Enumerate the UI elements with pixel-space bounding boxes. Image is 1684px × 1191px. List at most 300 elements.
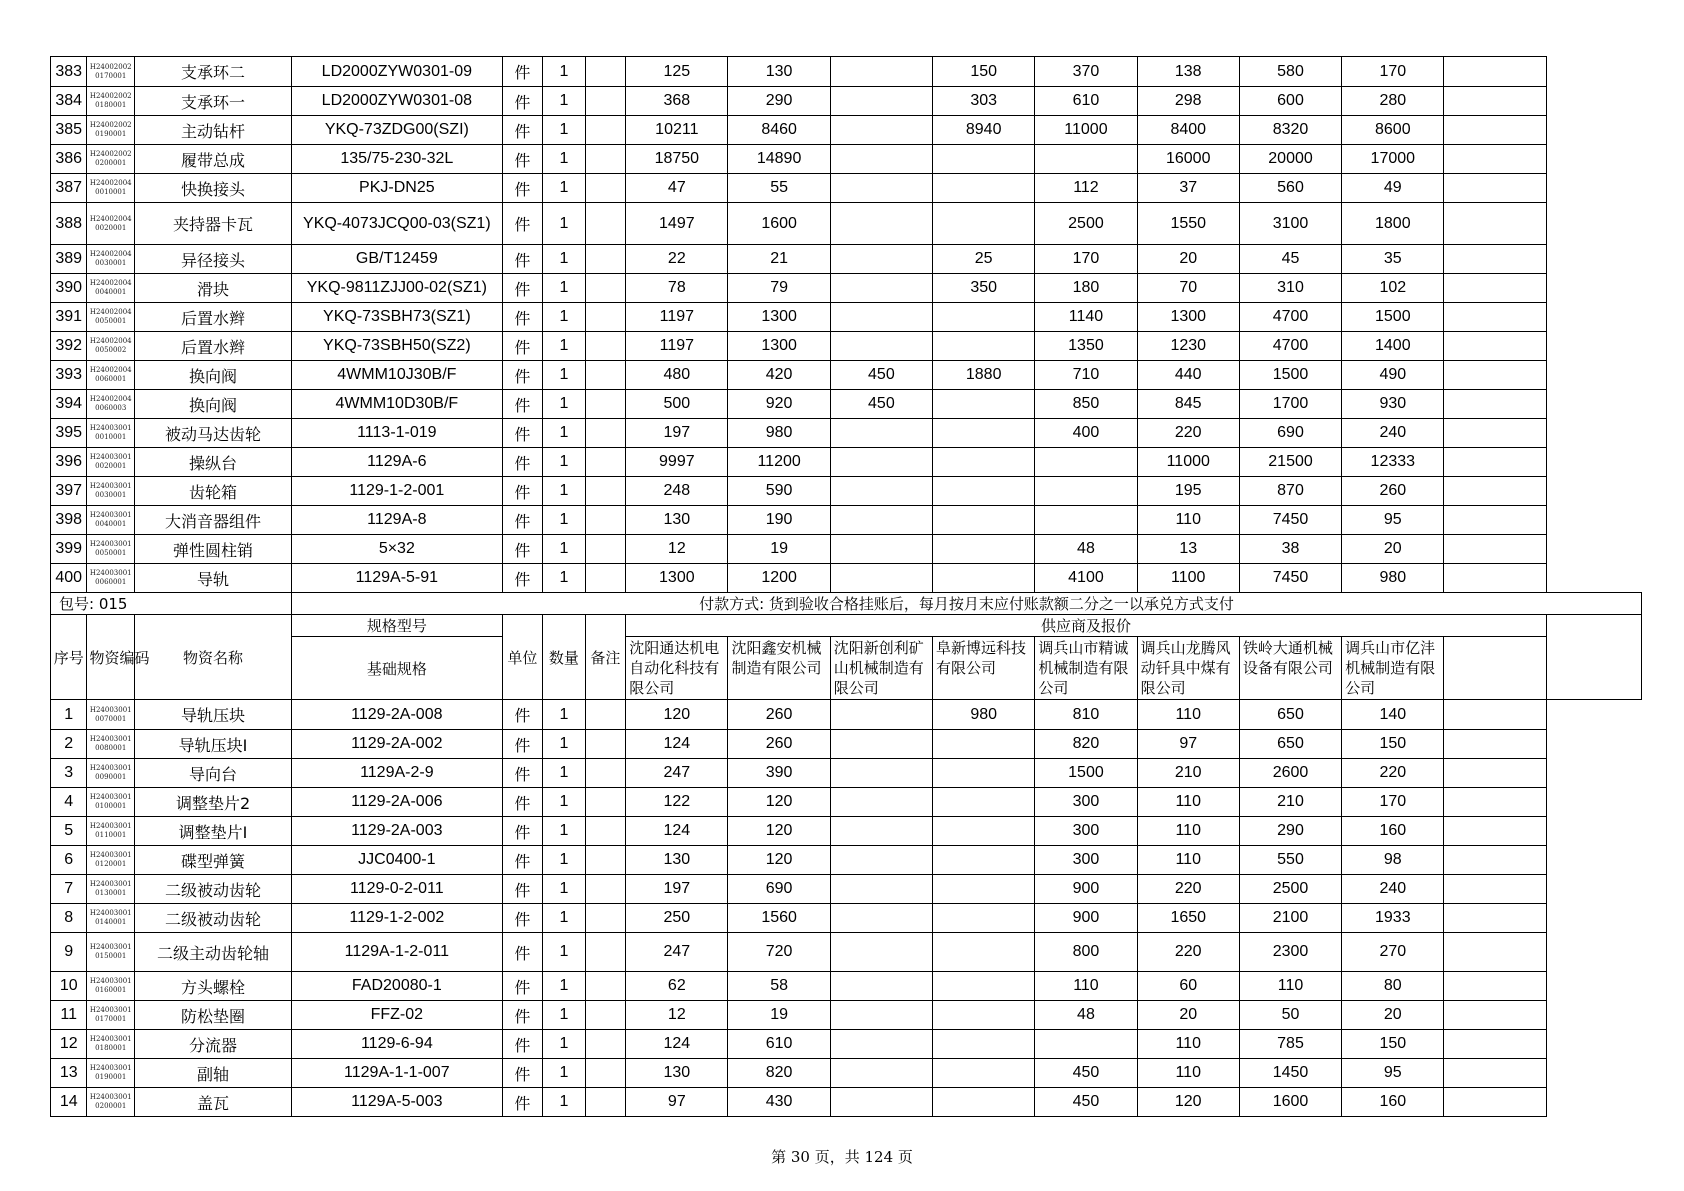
supplier-price: 785 (1239, 1030, 1341, 1059)
unit: 件 (502, 1088, 543, 1117)
supplier-price: 4700 (1239, 303, 1341, 332)
spec: FAD20080-1 (292, 972, 503, 1001)
quantity: 1 (543, 1030, 586, 1059)
material-name: 调整垫片I (135, 817, 292, 846)
quantity: 1 (543, 332, 586, 361)
remark (585, 1088, 626, 1117)
supplier-price: 260 (728, 730, 830, 759)
supplier-price: 12 (626, 1001, 728, 1030)
supplier-price: 38 (1239, 535, 1341, 564)
supplier-price (830, 1059, 932, 1088)
unit: 件 (502, 332, 543, 361)
remark (585, 730, 626, 759)
supplier-price: 19 (728, 535, 830, 564)
material-code-line: 0190001 (95, 130, 127, 138)
unit: 件 (502, 1001, 543, 1030)
spec: 1129A-1-2-011 (292, 933, 503, 972)
material-code-line: H24002004 (89, 308, 132, 316)
supplier-price (933, 332, 1035, 361)
supplier-price: 420 (728, 361, 830, 390)
remark (585, 564, 626, 593)
quantity: 1 (543, 788, 586, 817)
supplier-price (830, 1088, 932, 1117)
supplier-price (933, 1001, 1035, 1030)
unit: 件 (502, 506, 543, 535)
material-code-line: H24002002 (89, 62, 132, 71)
material-code-line: H24003001 (89, 943, 132, 951)
material-name: 二级被动齿轮 (135, 904, 292, 933)
remark (585, 846, 626, 875)
row-number: 387 (51, 174, 87, 203)
supplier-price: 130 (626, 506, 728, 535)
material-code-line: 0110001 (95, 831, 127, 839)
row-number: 389 (51, 245, 87, 274)
material-code-line: 0200001 (95, 1102, 127, 1110)
supplier-price: 690 (728, 875, 830, 904)
remark (585, 448, 626, 477)
spec: 1129A-6 (292, 448, 503, 477)
supplier-price (1444, 817, 1546, 846)
supplier-price: 55 (728, 174, 830, 203)
supplier-price (1444, 361, 1546, 390)
supplier-name: 调兵山市亿沣机械制造有限公司 (1342, 637, 1444, 700)
supplier-price: 60 (1137, 972, 1239, 1001)
supplier-price (1035, 506, 1137, 535)
material-code (87, 730, 135, 759)
spec: 1129A-1-1-007 (292, 1059, 503, 1088)
supplier-price: 58 (728, 972, 830, 1001)
row-number: 13 (51, 1059, 87, 1088)
table-row (51, 116, 1642, 145)
supplier-price: 800 (1035, 933, 1137, 972)
header-seq: 序号 (51, 615, 87, 700)
supplier-price: 10211 (626, 116, 728, 145)
supplier-price: 450 (830, 361, 932, 390)
remark (585, 116, 626, 145)
row-number: 390 (51, 274, 87, 303)
supplier-price: 150 (1342, 730, 1444, 759)
supplier-price (830, 506, 932, 535)
material-code-line: H24002004 (89, 214, 132, 223)
supplier-price (1444, 448, 1546, 477)
material-code-line: 0050002 (95, 346, 127, 354)
unit: 件 (502, 145, 543, 174)
supplier-price: 900 (1035, 904, 1137, 933)
supplier-price: 37 (1137, 174, 1239, 203)
supplier-price (1444, 303, 1546, 332)
supplier-price: 102 (1342, 274, 1444, 303)
unit: 件 (502, 361, 543, 390)
unit: 件 (502, 700, 543, 730)
spec: YKQ-4073JCQ00-03(SZ1) (292, 203, 503, 245)
header-qty: 数量 (543, 615, 586, 700)
remark (585, 700, 626, 730)
material-code (87, 506, 135, 535)
page-footer: 第 30 页，共 124 页 (771, 1148, 913, 1166)
supplier-price (1444, 972, 1546, 1001)
supplier-price (933, 390, 1035, 419)
table-row (51, 87, 1642, 116)
unit: 件 (502, 87, 543, 116)
material-name: 换向阀 (135, 361, 292, 390)
material-code-line: 0080001 (95, 744, 127, 752)
material-name: 导向台 (135, 759, 292, 788)
supplier-price (933, 506, 1035, 535)
material-code-line: 0050001 (95, 317, 127, 325)
material-name: 二级主动齿轮轴 (135, 933, 292, 972)
spec: 1129A-5-003 (292, 1088, 503, 1117)
supplier-price: 260 (728, 700, 830, 730)
table-row (51, 1088, 1642, 1117)
header-spec-top: 规格型号 (292, 615, 503, 637)
header-code: 物资编码 (87, 615, 135, 700)
supplier-price: 900 (1035, 875, 1137, 904)
supplier-price: 97 (626, 1088, 728, 1117)
supplier-price: 48 (1035, 535, 1137, 564)
material-code-line: H24003001 (89, 1093, 132, 1101)
supplier-price: 430 (728, 1088, 830, 1117)
supplier-price: 18750 (626, 145, 728, 174)
table-row (51, 448, 1642, 477)
spec: YKQ-73SBH50(SZ2) (292, 332, 503, 361)
supplier-price (1444, 759, 1546, 788)
quantity: 1 (543, 904, 586, 933)
supplier-price: 17000 (1342, 145, 1444, 174)
supplier-price (1035, 448, 1137, 477)
row-number: 4 (51, 788, 87, 817)
supplier-price: 450 (1035, 1088, 1137, 1117)
spec: 4WMM10J30B/F (292, 361, 503, 390)
row-number: 3 (51, 759, 87, 788)
material-code-line: 0140001 (95, 918, 127, 926)
supplier-price (933, 303, 1035, 332)
supplier-price: 122 (626, 788, 728, 817)
material-name: 滑块 (135, 274, 292, 303)
supplier-price (1444, 700, 1546, 730)
supplier-price (1035, 145, 1137, 174)
material-code-line: H24003001 (89, 880, 132, 888)
table-row (51, 817, 1642, 846)
supplier-price: 240 (1342, 419, 1444, 448)
spec: 1113-1-019 (292, 419, 503, 448)
quantity: 1 (543, 700, 586, 730)
supplier-price: 490 (1342, 361, 1444, 390)
material-code (87, 788, 135, 817)
material-code-line: H24003001 (89, 793, 132, 801)
supplier-price (933, 448, 1035, 477)
remark (585, 1001, 626, 1030)
spec: LD2000ZYW0301-08 (292, 87, 503, 116)
supplier-price: 13 (1137, 535, 1239, 564)
supplier-price: 7450 (1239, 506, 1341, 535)
remark (585, 303, 626, 332)
supplier-price (830, 730, 932, 759)
supplier-price: 310 (1239, 274, 1341, 303)
material-name: 快换接头 (135, 174, 292, 203)
row-number: 5 (51, 817, 87, 846)
supplier-price: 2600 (1239, 759, 1341, 788)
supplier-price: 298 (1137, 87, 1239, 116)
supplier-name (1444, 637, 1546, 700)
supplier-price: 50 (1239, 1001, 1341, 1030)
supplier-price: 110 (1137, 817, 1239, 846)
material-code (87, 116, 135, 145)
supplier-price: 1800 (1342, 203, 1444, 245)
quantity: 1 (543, 759, 586, 788)
table-row (51, 933, 1642, 972)
material-code (87, 535, 135, 564)
supplier-price: 120 (1137, 1088, 1239, 1117)
unit: 件 (502, 788, 543, 817)
spec: LD2000ZYW0301-09 (292, 57, 503, 87)
unit: 件 (502, 972, 543, 1001)
material-code-line: 0120001 (95, 860, 127, 868)
remark (585, 506, 626, 535)
quantity: 1 (543, 57, 586, 87)
supplier-price (933, 419, 1035, 448)
supplier-price: 1300 (728, 303, 830, 332)
supplier-price (830, 904, 932, 933)
supplier-price: 400 (1035, 419, 1137, 448)
supplier-price: 130 (728, 57, 830, 87)
supplier-price (1444, 57, 1546, 87)
unit: 件 (502, 875, 543, 904)
unit: 件 (502, 274, 543, 303)
supplier-price: 480 (626, 361, 728, 390)
material-code-line: 0040001 (95, 288, 127, 296)
supplier-price (830, 535, 932, 564)
material-code (87, 390, 135, 419)
table-row (51, 245, 1642, 274)
unit: 件 (502, 390, 543, 419)
row-number: 14 (51, 1088, 87, 1117)
material-name: 后置水辫 (135, 332, 292, 361)
supplier-price (830, 933, 932, 972)
material-code-line: 0030001 (95, 491, 127, 499)
supplier-price: 124 (626, 730, 728, 759)
supplier-price: 20 (1342, 1001, 1444, 1030)
quotation-sheet (50, 56, 1642, 1117)
material-code-line: 0050001 (95, 549, 127, 557)
supplier-price (933, 477, 1035, 506)
spec: 1129-1-2-001 (292, 477, 503, 506)
table-row (51, 145, 1642, 174)
quantity: 1 (543, 730, 586, 759)
supplier-price: 14890 (728, 145, 830, 174)
supplier-price: 1497 (626, 203, 728, 245)
supplier-price: 590 (728, 477, 830, 506)
material-name: 后置水辫 (135, 303, 292, 332)
quantity: 1 (543, 145, 586, 174)
remark (585, 933, 626, 972)
quantity: 1 (543, 477, 586, 506)
supplier-price (830, 875, 932, 904)
remark (585, 419, 626, 448)
quantity: 1 (543, 448, 586, 477)
quantity: 1 (543, 87, 586, 116)
spec: FFZ-02 (292, 1001, 503, 1030)
supplier-price (1444, 1088, 1546, 1117)
table-row (51, 972, 1642, 1001)
supplier-price: 247 (626, 759, 728, 788)
quantity: 1 (543, 846, 586, 875)
supplier-name: 调兵山市精诚机械制造有限公司 (1035, 637, 1137, 700)
supplier-price: 280 (1342, 87, 1444, 116)
supplier-price (933, 972, 1035, 1001)
supplier-price: 110 (1137, 506, 1239, 535)
supplier-price: 600 (1239, 87, 1341, 116)
header-note: 备注 (585, 615, 626, 700)
supplier-price: 130 (626, 1059, 728, 1088)
row-number: 11 (51, 1001, 87, 1030)
spec: 1129A-5-91 (292, 564, 503, 593)
supplier-price: 610 (1035, 87, 1137, 116)
material-code-line: 0060001 (95, 578, 127, 586)
supplier-price (830, 448, 932, 477)
supplier-price: 80 (1342, 972, 1444, 1001)
table-row (51, 1059, 1642, 1088)
material-code (87, 174, 135, 203)
supplier-price: 197 (626, 419, 728, 448)
material-code-line: H24002004 (89, 366, 132, 374)
supplier-price: 350 (933, 274, 1035, 303)
supplier-name: 沈阳新创利矿山机械制造有限公司 (830, 637, 932, 700)
spec: GB/T12459 (292, 245, 503, 274)
material-code-line: H24003001 (89, 822, 132, 830)
supplier-price (830, 145, 932, 174)
material-code-line: H24002004 (89, 337, 132, 345)
supplier-price (830, 245, 932, 274)
table-row (51, 700, 1642, 730)
material-name: 防松垫圈 (135, 1001, 292, 1030)
material-code-line: 0070001 (95, 714, 127, 723)
supplier-price: 690 (1239, 419, 1341, 448)
supplier-price: 110 (1137, 788, 1239, 817)
unit: 件 (502, 933, 543, 972)
material-code (87, 972, 135, 1001)
supplier-price: 920 (728, 390, 830, 419)
supplier-price: 1350 (1035, 332, 1137, 361)
supplier-price: 1650 (1137, 904, 1239, 933)
table-row (51, 332, 1642, 361)
supplier-price (933, 846, 1035, 875)
material-code-line: H24002002 (89, 150, 132, 158)
row-number: 395 (51, 419, 87, 448)
supplier-price: 810 (1035, 700, 1137, 730)
supplier-price: 500 (626, 390, 728, 419)
supplier-price: 1700 (1239, 390, 1341, 419)
material-code-line: H24003001 (89, 453, 132, 461)
quotation-table (50, 56, 1642, 1117)
supplier-price: 125 (626, 57, 728, 87)
spec: 1129-2A-008 (292, 700, 503, 730)
remark (585, 87, 626, 116)
material-name: 换向阀 (135, 390, 292, 419)
supplier-price: 1400 (1342, 332, 1444, 361)
payment-terms: 付款方式: 货到验收合格挂账后，每月按月末应付账款额二分之一以承兑方式支付 (292, 593, 1642, 615)
supplier-price (830, 274, 932, 303)
supplier-price: 8600 (1342, 116, 1444, 145)
supplier-price (933, 875, 1035, 904)
supplier-price (830, 1030, 932, 1059)
supplier-price (830, 203, 932, 245)
supplier-price: 195 (1137, 477, 1239, 506)
material-name: 操纵台 (135, 448, 292, 477)
spec: 1129-2A-003 (292, 817, 503, 846)
supplier-price: 1933 (1342, 904, 1444, 933)
supplier-price: 138 (1137, 57, 1239, 87)
material-code-line: H24003001 (89, 424, 132, 432)
supplier-price: 220 (1342, 759, 1444, 788)
supplier-price: 110 (1137, 700, 1239, 730)
header-unit: 单位 (502, 615, 543, 700)
material-code-line: 0130001 (95, 889, 127, 897)
supplier-price: 450 (830, 390, 932, 419)
material-code (87, 817, 135, 846)
material-code (87, 904, 135, 933)
material-code-line: 0150001 (95, 952, 127, 960)
supplier-price: 140 (1342, 700, 1444, 730)
material-name: 二级被动齿轮 (135, 875, 292, 904)
supplier-price: 20000 (1239, 145, 1341, 174)
quantity: 1 (543, 933, 586, 972)
supplier-price: 220 (1137, 419, 1239, 448)
supplier-price: 210 (1137, 759, 1239, 788)
package-number: 包号: 015 (51, 593, 292, 615)
supplier-price: 8320 (1239, 116, 1341, 145)
row-number: 399 (51, 535, 87, 564)
material-code (87, 203, 135, 245)
table-header-block (51, 593, 1642, 700)
supplier-price: 120 (728, 846, 830, 875)
remark (585, 390, 626, 419)
material-code-line: H24003001 (89, 764, 132, 772)
supplier-price: 1560 (728, 904, 830, 933)
supplier-price: 2500 (1239, 875, 1341, 904)
supplier-price: 820 (728, 1059, 830, 1088)
material-code (87, 332, 135, 361)
material-code (87, 245, 135, 274)
remark (585, 203, 626, 245)
quantity: 1 (543, 303, 586, 332)
supplier-price: 20 (1137, 1001, 1239, 1030)
table-row (51, 390, 1642, 419)
supplier-price: 1100 (1137, 564, 1239, 593)
remark (585, 788, 626, 817)
remark (585, 1030, 626, 1059)
table-row (51, 477, 1642, 506)
material-code-line: H24003001 (89, 569, 132, 577)
supplier-price (1444, 477, 1546, 506)
unit: 件 (502, 303, 543, 332)
supplier-price: 850 (1035, 390, 1137, 419)
row-number: 1 (51, 700, 87, 730)
supplier-price: 12333 (1342, 448, 1444, 477)
material-code-line: H24003001 (89, 1064, 132, 1072)
quantity: 1 (543, 506, 586, 535)
supplier-price (933, 730, 1035, 759)
material-code-line: H24002004 (89, 279, 132, 287)
material-name: 分流器 (135, 1030, 292, 1059)
unit: 件 (502, 564, 543, 593)
supplier-price: 270 (1342, 933, 1444, 972)
table-row (51, 1001, 1642, 1030)
quantity: 1 (543, 564, 586, 593)
quantity: 1 (543, 245, 586, 274)
supplier-price: 78 (626, 274, 728, 303)
unit: 件 (502, 904, 543, 933)
supplier-price (830, 477, 932, 506)
